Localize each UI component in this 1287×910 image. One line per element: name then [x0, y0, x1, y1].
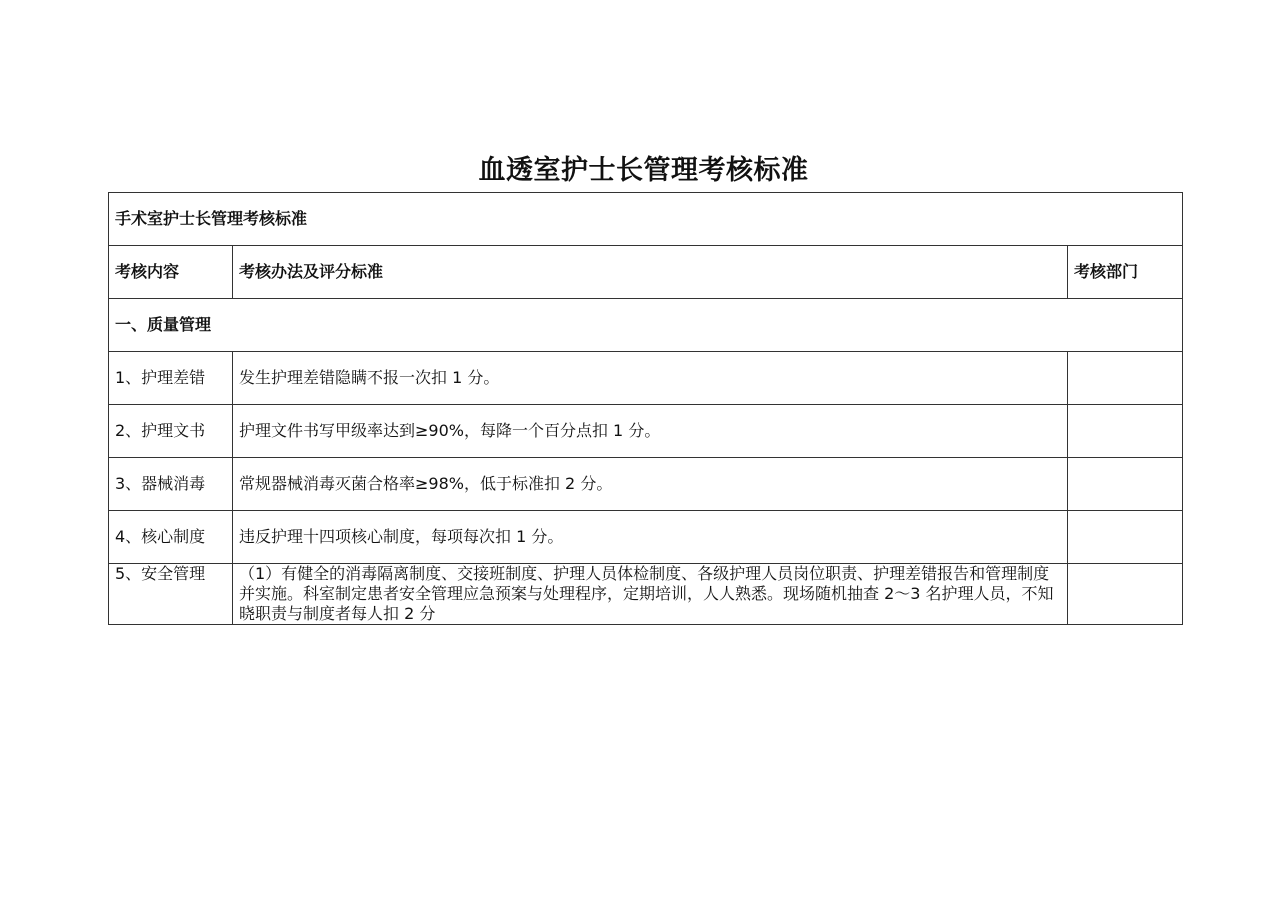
item-label: 4、核心制度 [109, 511, 233, 564]
table-row [109, 564, 1183, 625]
section-title: 一、质量管理 [109, 299, 1183, 352]
item-label: 2、护理文书 [109, 405, 233, 458]
item-label: 5、安全管理 [109, 564, 233, 625]
item-department [1068, 352, 1183, 405]
table-row [109, 352, 1183, 405]
header-method: 考核办法及评分标准 [233, 246, 1068, 299]
table-row [109, 458, 1183, 511]
item-department [1068, 458, 1183, 511]
item-standard: 常规器械消毒灭菌合格率≥98%，低于标准扣 2 分。 [233, 458, 1068, 511]
header-content: 考核内容 [109, 246, 233, 299]
item-standard: 护理文件书写甲级率达到≥90%，每降一个百分点扣 1 分。 [233, 405, 1068, 458]
item-standard: 违反护理十四项核心制度，每项每次扣 1 分。 [233, 511, 1068, 564]
table-row [109, 405, 1183, 458]
header-row [109, 246, 1183, 299]
assessment-table [108, 192, 1183, 625]
item-label: 3、器械消毒 [109, 458, 233, 511]
item-department [1068, 511, 1183, 564]
table-caption: 手术室护士长管理考核标准 [109, 193, 1183, 246]
item-standard: （1）有健全的消毒隔离制度、交接班制度、护理人员体检制度、各级护理人员岗位职责、护理差错报告和管理制度并实施。科室制定患者安全管理应急预案与处理程序，定期培训，人人熟悉。现场随机抽查 2〜3 名护理人员，不知晓职责与制度者每人扣 2 分 [233, 564, 1068, 625]
document-title: 血透室护士长管理考核标准 [478, 155, 809, 186]
header-department: 考核部门 [1068, 246, 1183, 299]
caption-row [109, 193, 1183, 246]
section-row [109, 299, 1183, 352]
item-label: 1、护理差错 [109, 352, 233, 405]
item-department [1068, 405, 1183, 458]
item-department [1068, 564, 1183, 625]
table-row [109, 511, 1183, 564]
item-standard: 发生护理差错隐瞒不报一次扣 1 分。 [233, 352, 1068, 405]
